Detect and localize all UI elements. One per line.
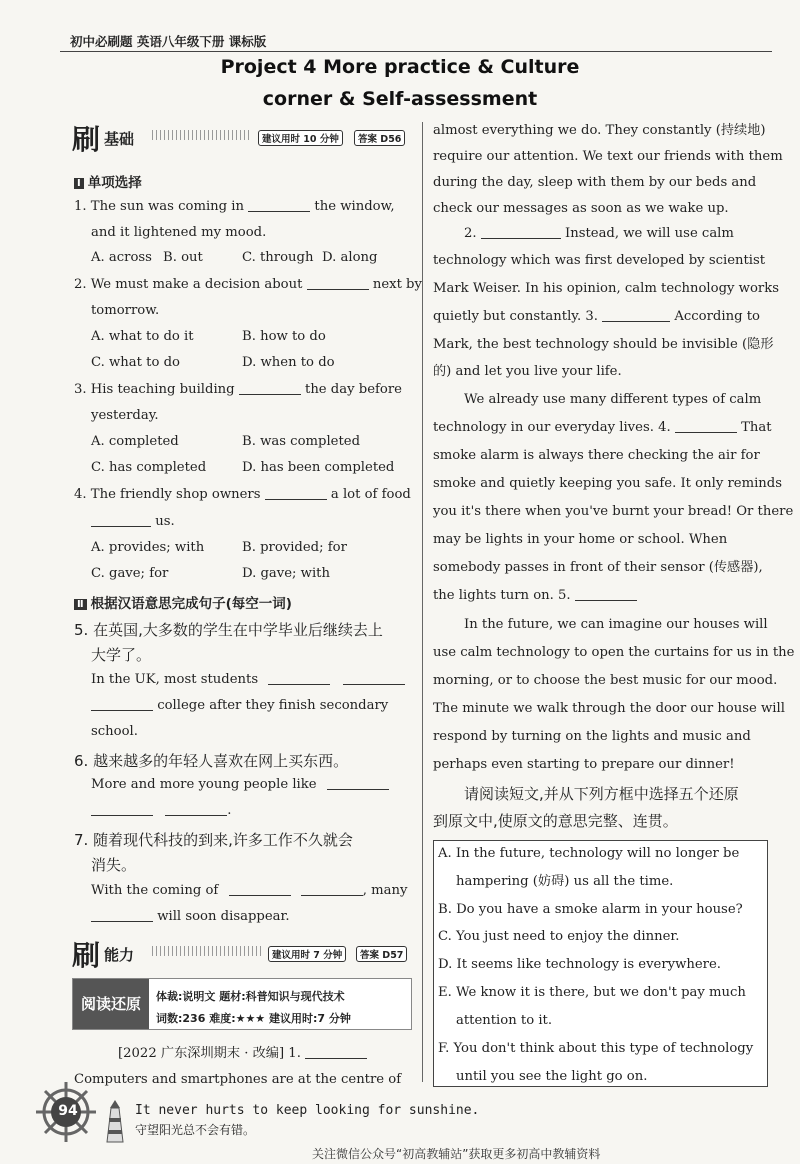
q1-option-c[interactable]: C. through: [242, 250, 314, 265]
section-title: 基础: [104, 130, 135, 148]
q5-blank-2[interactable]: [343, 672, 405, 685]
q1-option-a[interactable]: A. across: [91, 250, 152, 265]
passage-text: quietly but constantly. 3.: [433, 309, 598, 324]
passage-line: 的) and let you live your life.: [433, 364, 622, 379]
q4-option-c[interactable]: C. gave; for: [91, 566, 169, 581]
q5-en-text-2: college after they finish secondary: [157, 698, 389, 713]
q5-en-line2: [91, 698, 388, 714]
q1-stem-end: the window,: [314, 199, 395, 214]
part1-numeral: Ⅰ: [74, 178, 84, 189]
passage-line: almost everything we do. They constantly (持续地): [433, 123, 766, 138]
q4-blank-1[interactable]: [265, 487, 327, 500]
q4-line2: [91, 514, 175, 530]
series-header: 初中必刷题 英语八年级下册 课标版: [70, 34, 267, 49]
q3-option-a[interactable]: A. completed: [91, 434, 179, 449]
answer-tag: 答案 D56: [354, 130, 405, 146]
header-divider: [60, 51, 772, 52]
passage-text: Instead, we will use calm: [565, 226, 734, 241]
time-tag: 建议用时 10 分钟: [258, 130, 343, 146]
q6-blank-1[interactable]: [327, 777, 389, 790]
part1-heading-text: 单项选择: [87, 175, 142, 191]
passage-line: you it's there when you've burnt your bread! Or there: [433, 504, 794, 519]
q3-stem: 3. His teaching building: [74, 382, 235, 397]
part2-heading-text: 根据汉语意思完成句子(每空一词): [90, 596, 292, 612]
q6-chinese: 6. 越来越多的年轻人喜欢在网上买东西。: [74, 752, 349, 770]
passage-text: technology in our everyday lives. 4.: [433, 420, 671, 435]
instruction-line1: 请阅读短文,并从下列方框中选择五个还原: [464, 785, 739, 803]
reading-blank-3[interactable]: [602, 309, 670, 322]
q5-en-line1: [91, 672, 405, 688]
answer-tag: 答案 D57: [356, 946, 407, 962]
passage-line: smoke and quietly keeping you safe. It only reminds: [433, 476, 782, 491]
q2-stem: 2. We must make a decision about: [74, 277, 303, 292]
q1-option-b[interactable]: B. out: [163, 250, 203, 265]
option-d[interactable]: D. It seems like technology is everywhere.: [438, 957, 721, 972]
q2-line2: tomorrow.: [91, 303, 160, 318]
reading-blank-1[interactable]: [305, 1046, 367, 1059]
q1-line2: and it lightened my mood.: [91, 225, 267, 240]
option-f[interactable]: F. You don't think about this type of technology: [438, 1041, 754, 1056]
reading-left-tail: Computers and smartphones are at the centre of: [74, 1072, 402, 1087]
option-c[interactable]: C. You just need to enjoy the dinner.: [438, 929, 680, 944]
q7-en-text: With the coming of: [91, 883, 219, 898]
q3-stem-end: the day before: [305, 382, 402, 397]
part2-numeral: Ⅱ: [74, 599, 87, 610]
q1-blank[interactable]: [248, 199, 310, 212]
q2-option-b[interactable]: B. how to do: [242, 329, 326, 344]
q7-en-text-b: , many: [362, 883, 408, 898]
option-b[interactable]: B. Do you have a smoke alarm in your house?: [438, 902, 743, 917]
q5-chinese-1: 5. 在英国,大多数的学生在中学毕业后继续去上: [74, 621, 383, 639]
passage-p3-line2: [433, 420, 772, 436]
reading-blank-4[interactable]: [675, 420, 737, 433]
reading-blank-5[interactable]: [575, 588, 637, 601]
q7-blank-2[interactable]: [301, 883, 363, 896]
passage-line: during the day, sleep with them by our beds and: [433, 175, 757, 190]
dotted-rule: [152, 946, 262, 956]
reading-info-line2: 词数:236 难度:★★★ 建议用时:7 分钟: [156, 1012, 351, 1025]
section-title: 能力: [104, 946, 135, 964]
q7-chinese-2: 消失。: [91, 856, 137, 874]
q4-option-d[interactable]: D. gave; with: [242, 566, 330, 581]
page-title-line2: corner & Self-assessment: [262, 88, 538, 110]
passage-line: morning, or to choose the best music for our mood.: [433, 673, 778, 688]
q3-option-d[interactable]: D. has been completed: [242, 460, 395, 475]
motto-chinese: 守望阳光总不会有错。: [135, 1123, 256, 1137]
section-big-char: 刷: [72, 939, 101, 972]
page-title-line1: Project 4 More practice & Culture: [220, 56, 580, 78]
option-a[interactable]: A. In the future, technology will no longer be: [438, 846, 740, 861]
option-f-cont: until you see the light go on.: [456, 1069, 648, 1084]
q6-blank-2[interactable]: [91, 803, 153, 816]
reading-label: 阅读还原: [73, 979, 149, 1029]
column-divider: [422, 122, 423, 1082]
lighthouse-icon: [102, 1098, 128, 1144]
q2-option-a[interactable]: A. what to do it: [91, 329, 194, 344]
q5-chinese-2: 大学了。: [91, 646, 152, 664]
q3-blank[interactable]: [239, 382, 301, 395]
q7-en-text-2: will soon disappear.: [157, 909, 290, 924]
passage-line: check our messages as soon as we wake up.: [433, 201, 729, 216]
blank-number-2: 2.: [464, 226, 477, 241]
q7-blank-3[interactable]: [91, 909, 153, 922]
part2-heading: [74, 592, 292, 612]
q1-option-d[interactable]: D. along: [322, 250, 378, 265]
passage-text: the lights turn on. 5.: [433, 588, 571, 603]
q1-stem: 1. The sun was coming in: [74, 199, 245, 214]
q6-en-text: More and more young people like: [91, 777, 317, 792]
instruction-line2: 到原文中,使原文的意思完整、连贯。: [433, 812, 678, 830]
ability-section-header: [72, 934, 412, 972]
motto-english: It never hurts to keep looking for sunshine.: [135, 1103, 480, 1118]
q4-blank-2[interactable]: [91, 514, 151, 527]
bottom-note: 关注微信公众号“初高教辅站”获取更多初高中教辅资料: [312, 1147, 601, 1161]
passage-line: may be lights in your home or school. When: [433, 532, 728, 547]
passage-line: We already use many different types of calm: [464, 392, 762, 407]
option-e[interactable]: E. We know it is there, but we don't pay much: [438, 985, 746, 1000]
passage-line: Mark Weiser. In his opinion, calm technology works: [433, 281, 779, 296]
passage-p2-line4: [433, 309, 760, 325]
q4-stem: 4. The friendly shop owners: [74, 487, 261, 502]
passage-line: require our attention. We text our friends with them: [433, 149, 783, 164]
q3-line2: yesterday.: [91, 408, 159, 423]
part1-heading: [74, 171, 142, 191]
option-a-cont: hampering (妨碍) us all the time.: [456, 874, 674, 889]
q2-line1: [74, 277, 422, 293]
q4-stem-tail: us.: [155, 514, 175, 529]
q6-en-line2: .: [91, 803, 231, 819]
q2-option-c[interactable]: C. what to do: [91, 355, 180, 370]
q5-blank-3[interactable]: [91, 698, 153, 711]
passage-line: technology which was first developed by scientist: [433, 253, 766, 268]
q3-option-b[interactable]: B. was completed: [242, 434, 361, 449]
page-number: 94: [58, 1103, 78, 1119]
reading-blank-2[interactable]: [481, 226, 561, 239]
q3-line1: [74, 382, 402, 398]
dotted-rule: [152, 130, 252, 140]
q6-en-line1: [91, 777, 389, 793]
passage-line: Mark, the best technology should be invisible (隐形: [433, 337, 774, 352]
q4-stem-end: a lot of food: [330, 487, 411, 502]
q7-chinese-1: 7. 随着现代科技的到来,许多工作不久就会: [74, 831, 353, 849]
q2-blank[interactable]: [307, 277, 369, 290]
time-tag: 建议用时 7 分钟: [268, 946, 346, 962]
passage-line: use calm technology to open the curtains for us in the: [433, 645, 795, 660]
q5-blank-1[interactable]: [268, 672, 330, 685]
option-e-cont: attention to it.: [456, 1013, 553, 1028]
passage-line: The minute we walk through the door our house will: [433, 701, 785, 716]
basic-section-header: [72, 118, 412, 156]
passage-p2-line1: [464, 226, 734, 242]
q7-blank-1[interactable]: [229, 883, 291, 896]
passage-line: perhaps even starting to prepare our dinner!: [433, 757, 735, 772]
q2-stem-end: next by: [372, 277, 422, 292]
reading-info-line1: 体裁:说明文 题材:科普知识与现代技术: [156, 990, 345, 1003]
passage-p3-last: [433, 588, 637, 604]
reading-source: [118, 1046, 367, 1062]
passage-line: respond by turning on the lights and music and: [433, 729, 751, 744]
q7-en-line2: [91, 909, 290, 925]
section-big-char: 刷: [72, 123, 101, 156]
q2-option-d[interactable]: D. when to do: [242, 355, 335, 370]
q3-option-c[interactable]: C. has completed: [91, 460, 207, 475]
q5-en-line3: school.: [91, 724, 138, 739]
q6-blank-3[interactable]: [165, 803, 227, 816]
q7-en-line1: [91, 883, 407, 899]
q4-option-b[interactable]: B. provided; for: [242, 540, 347, 555]
q4-option-a[interactable]: A. provides; with: [91, 540, 205, 555]
passage-text: According to: [674, 309, 760, 324]
passage-line: In the future, we can imagine our houses will: [464, 617, 768, 632]
reading-source-text: [2022 广东深圳期末 · 改编] 1.: [118, 1046, 301, 1061]
passage-line: somebody passes in front of their sensor (传感器),: [433, 560, 763, 575]
q4-line1: [74, 487, 411, 503]
passage-text: That: [741, 420, 772, 435]
q5-en-text: In the UK, most students: [91, 672, 259, 687]
q1-line1: [74, 199, 395, 215]
passage-line: smoke alarm is always there checking the air for: [433, 448, 760, 463]
